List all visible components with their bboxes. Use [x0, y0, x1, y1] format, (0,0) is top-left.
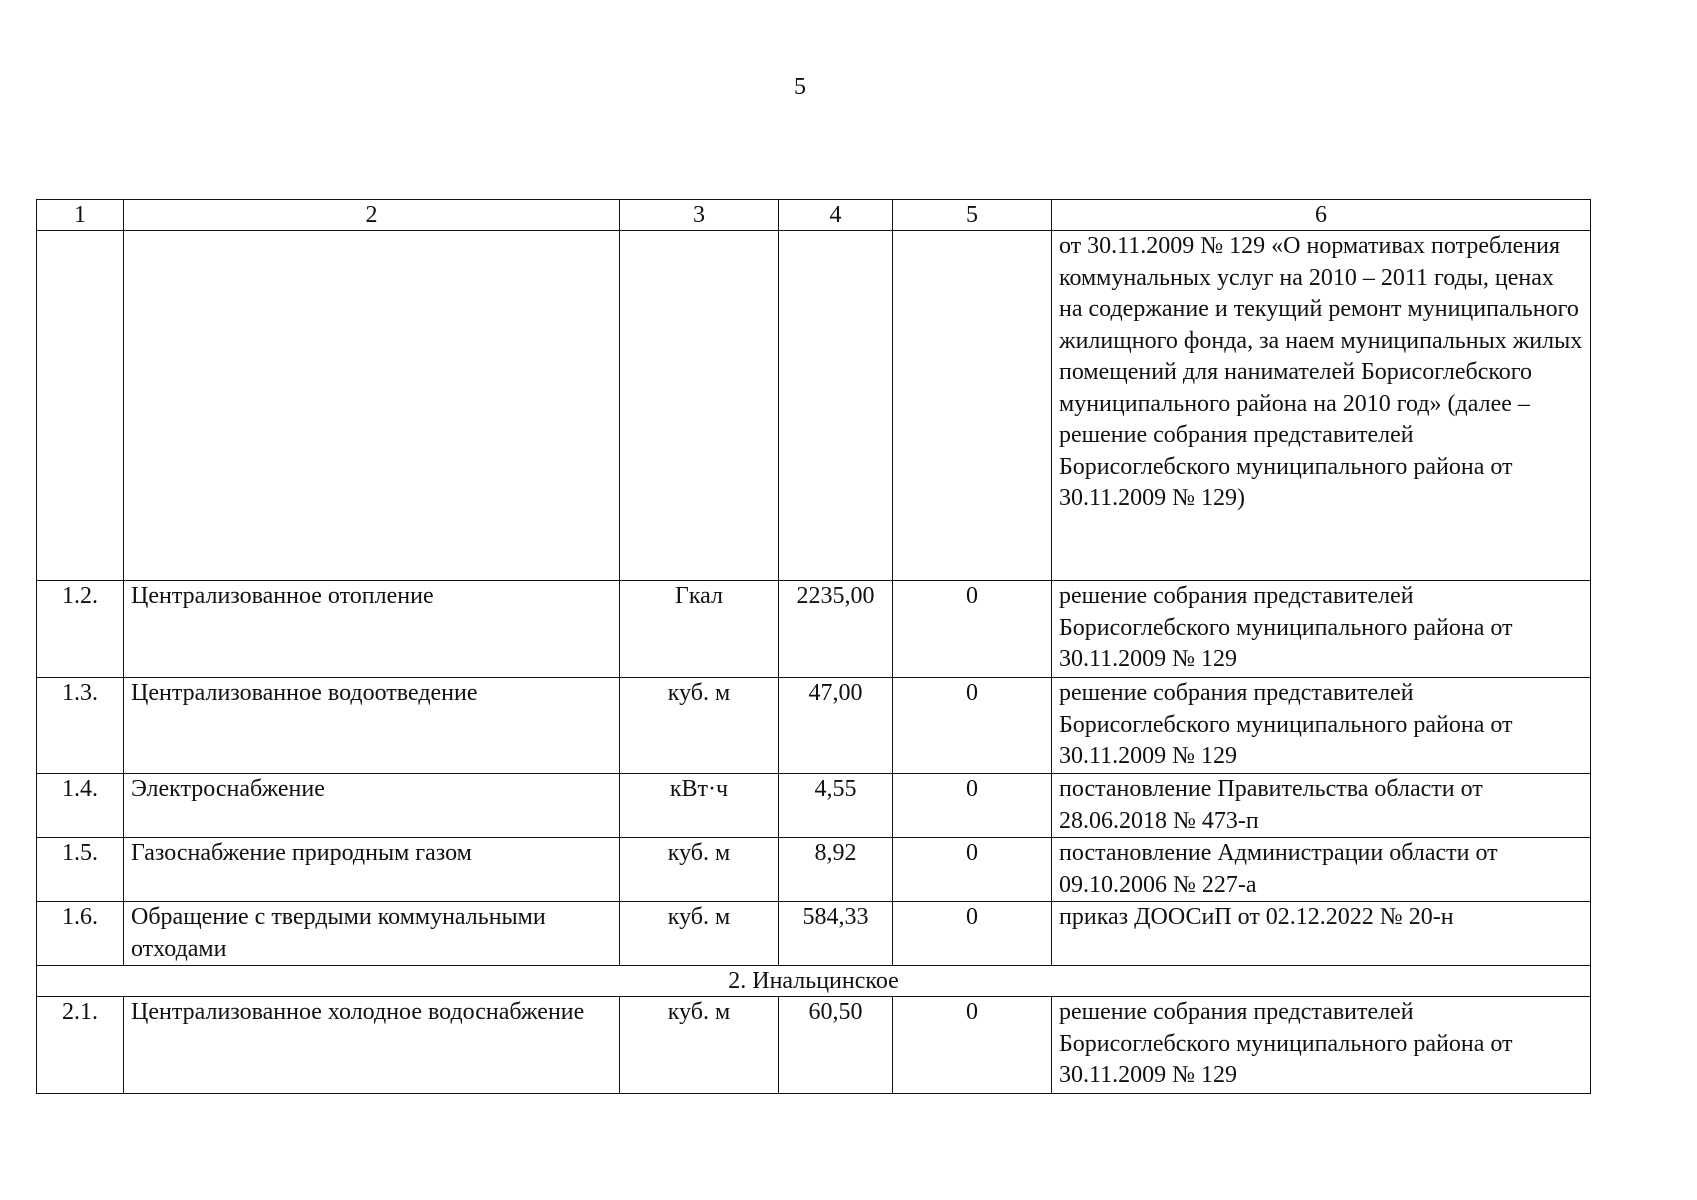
cell-unit: Гкал	[620, 581, 779, 678]
cell-unit	[620, 231, 779, 581]
cell-service	[124, 231, 620, 581]
table-row	[37, 581, 1591, 678]
cell-num: 1.6.	[37, 902, 124, 966]
cell-value: 47,00	[779, 678, 893, 774]
table-row	[37, 902, 1591, 966]
cell-value: 2235,00	[779, 581, 893, 678]
cell-basis: постановление Администрации области от 09.10.2006 № 227-а	[1052, 838, 1591, 902]
cell-amount: 0	[893, 678, 1052, 774]
cell-value: 584,33	[779, 902, 893, 966]
header-cell-1: 1	[37, 200, 124, 231]
cell-service: Электроснабжение	[124, 774, 620, 838]
tariff-table	[36, 199, 1591, 1094]
cell-num	[37, 231, 124, 581]
cell-basis: приказ ДООСиП от 02.12.2022 № 20-н	[1052, 902, 1591, 966]
table-header-row	[37, 200, 1591, 231]
cell-num: 1.5.	[37, 838, 124, 902]
cell-amount: 0	[893, 581, 1052, 678]
cell-num: 1.4.	[37, 774, 124, 838]
cell-service: Обращение с твердыми коммунальными отходами	[124, 902, 620, 966]
cell-service: Газоснабжение природным газом	[124, 838, 620, 902]
table-row	[37, 838, 1591, 902]
section-header-row	[37, 966, 1591, 997]
cell-value	[779, 231, 893, 581]
header-cell-2: 2	[124, 200, 620, 231]
cell-value: 60,50	[779, 997, 893, 1094]
cell-basis: от 30.11.2009 № 129 «О нормативах потребления коммунальных услуг на 2010 – 2011 годы, ценах на содержание и текущий ремонт муниципального жилищного фонда, за наем муниципальных жилых помещений для нанимателей Борисоглебского муниципального района на 2010 год» (далее – решение собрания представителей Борисоглебского муниципального района от 30.11.2009 № 129)	[1052, 231, 1591, 581]
header-cell-5: 5	[893, 200, 1052, 231]
cell-amount: 0	[893, 838, 1052, 902]
cell-amount: 0	[893, 997, 1052, 1094]
cell-value: 4,55	[779, 774, 893, 838]
header-cell-3: 3	[620, 200, 779, 231]
cell-amount: 0	[893, 774, 1052, 838]
cell-basis: решение собрания представителей Борисоглебского муниципального района от 30.11.2009 № 129	[1052, 997, 1591, 1094]
cell-service: Централизованное водоотведение	[124, 678, 620, 774]
page-number: 5	[794, 74, 806, 100]
cell-num: 1.3.	[37, 678, 124, 774]
cell-num: 2.1.	[37, 997, 124, 1094]
cell-unit: куб. м	[620, 678, 779, 774]
table-row	[37, 678, 1591, 774]
cell-basis: решение собрания представителей Борисоглебского муниципального района от 30.11.2009 № 129	[1052, 581, 1591, 678]
table-row	[37, 997, 1591, 1094]
cell-basis: постановление Правительства области от 28.06.2018 № 473-п	[1052, 774, 1591, 838]
cell-unit: куб. м	[620, 902, 779, 966]
cell-unit: куб. м	[620, 997, 779, 1094]
cell-value: 8,92	[779, 838, 893, 902]
header-cell-6: 6	[1052, 200, 1591, 231]
cell-service: Централизованное отопление	[124, 581, 620, 678]
cell-basis: решение собрания представителей Борисоглебского муниципального района от 30.11.2009 № 129	[1052, 678, 1591, 774]
table-row	[37, 774, 1591, 838]
cell-amount	[893, 231, 1052, 581]
cell-service: Централизованное холодное водоснабжение	[124, 997, 620, 1094]
header-cell-4: 4	[779, 200, 893, 231]
cell-amount: 0	[893, 902, 1052, 966]
cell-unit: кВт·ч	[620, 774, 779, 838]
section-title: 2. Инальцинское	[37, 966, 1591, 997]
cell-unit: куб. м	[620, 838, 779, 902]
cell-num: 1.2.	[37, 581, 124, 678]
table-row-continuation	[37, 231, 1591, 581]
